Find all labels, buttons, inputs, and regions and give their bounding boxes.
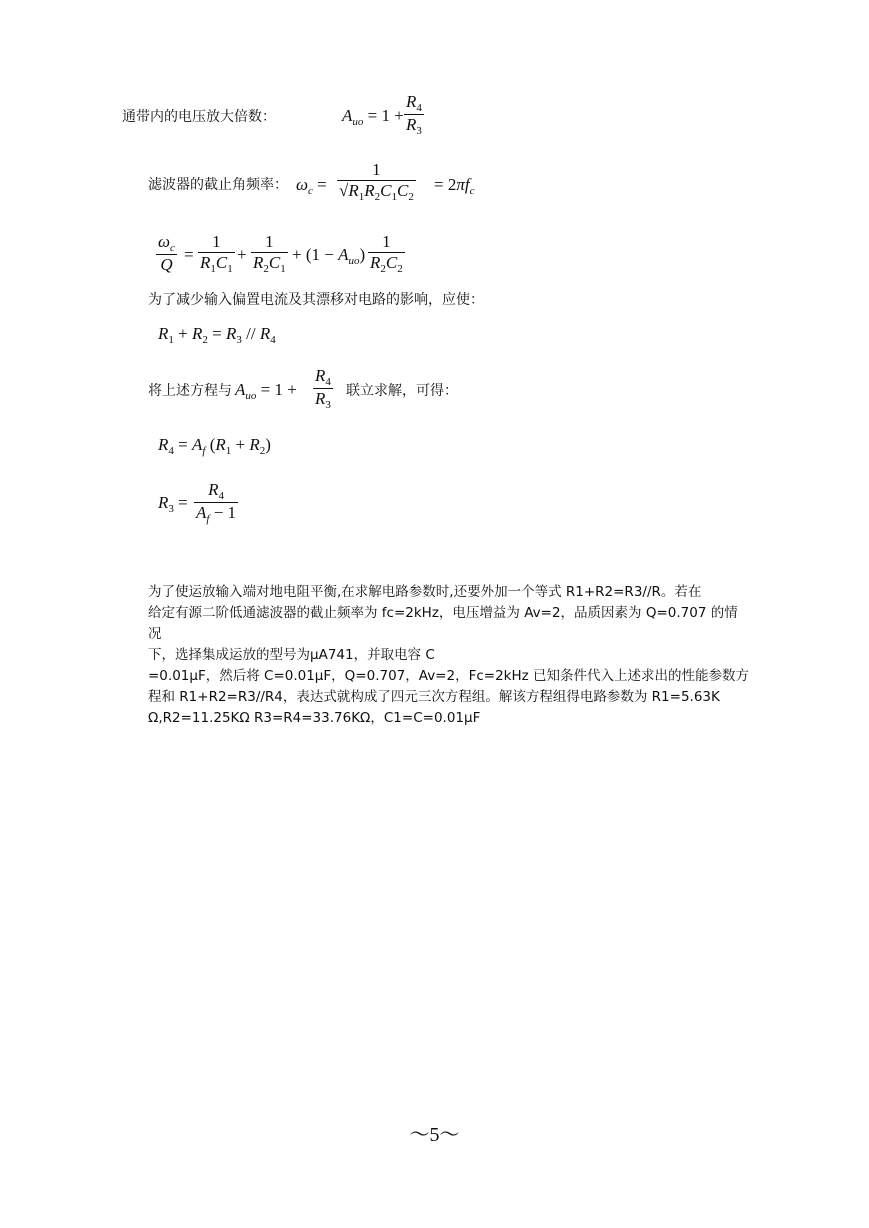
paragraph-line: 为了使运放输入端对地电阻平衡,在求解电路参数时,还要外加一个等式 R1+R2=R3//R。若在 [148,584,702,600]
equation-q-term3-coef: + $(1 - A_{uo})$ [292,245,366,267]
paragraph-line: 下，选择集成运放的型号为μA741，并取电容 C [148,647,435,663]
equation-cutoff-rhs: = $2\pi f_c$ [434,175,475,197]
explanation-paragraph [148,582,788,729]
label-combine-suffix: 联立求解，可得： [346,383,458,399]
equation-gain-fraction: $\frac{R_4}{R_3}$ [406,92,422,137]
page-number: ～5～ [409,1124,460,1146]
equation-q-term1: $\frac{1}{R_1C_1}$ [200,232,233,275]
equation-r3-fraction: $\frac{R_4}{A_f - 1}$ [196,480,237,525]
label-combine-prefix: 将上述方程与 [148,383,232,399]
equation-q-plus1: + [237,245,247,264]
equation-q-lhs: $\frac{\omega_c}{Q}$ [158,232,175,274]
equation-bias-balance: $R_1 + R_2 = R_3 // R_4$ [158,324,276,346]
equation-r4-result: $R_4 = A_f$ $(R_1 + R_2)$ [158,435,271,457]
equation-combine-lhs: $A_{uo} = 1$ + [235,380,297,402]
equation-q-equals: = [184,245,194,264]
paragraph-line: 程和 R1+R2=R3//R4，表达式就构成了四元三次方程组。解该方程组得电路参数为 R1=5.63K [148,689,720,705]
equation-q-term3: $\frac{1}{R_2C_2}$ [370,232,403,275]
paragraph-line: Ω,R2=11.25KΩ R3=R4=33.76KΩ，C1=C=0.01μF [148,710,481,726]
equation-cutoff-lhs: $\omega_c$ = [296,175,327,197]
equation-combine-fraction: $\frac{R_4}{R_3}$ [315,366,331,411]
label-bias-note: 为了减少输入偏置电流及其漂移对电路的影响，应使： [148,292,484,308]
paragraph-line: 况 [148,626,162,642]
equation-gain-lhs: $A_{uo} = 1$ + [342,106,404,128]
paragraph-line: =0.01μF，然后将 C=0.01μF，Q=0.707，Av=2，Fc=2kHz 已知条件代入上述求出的性能参数方 [148,668,750,684]
label-voltage-gain: 通带内的电压放大倍数： [122,109,276,125]
equation-cutoff-fraction: $\frac{1}{√R_1R_2C_1C_2}$ [339,160,414,203]
label-cutoff-frequency: 滤波器的截止角频率： [148,177,288,193]
equation-q-term2: $\frac{1}{R_2C_1}$ [253,232,286,275]
equation-r3-lhs: $R_3$ = [158,493,188,515]
paragraph-line: 给定有源二阶低通滤波器的截止频率为 fc=2kHz，电压增益为 Av=2，品质因素为 Q=0.707 的情 [148,605,738,621]
